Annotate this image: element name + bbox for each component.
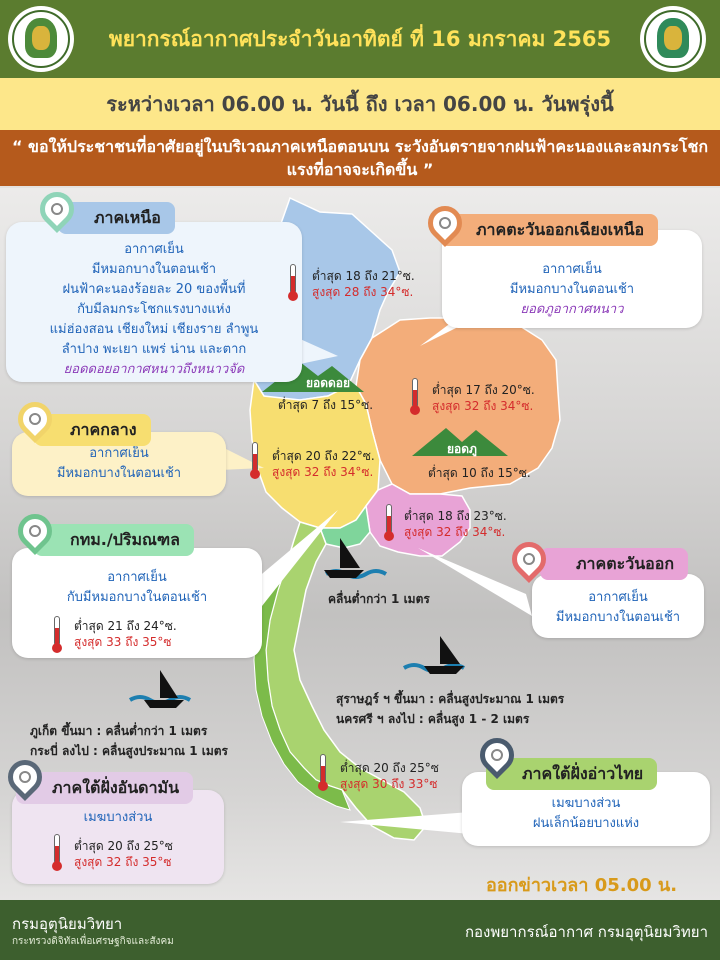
south-andaman-temp-high: สูงสุด 32 ถึง 35°ซ bbox=[74, 855, 172, 869]
central-title: ภาคกลาง bbox=[34, 414, 151, 446]
south-gulf-line-1: เมฆบางส่วน bbox=[551, 796, 621, 811]
footer-division: กองพยากรณ์อากาศ กรมอุตุนิยมวิทยา bbox=[464, 923, 708, 941]
northeast-temps bbox=[432, 382, 535, 414]
south-andaman-temp-low: ต่ำสุด 20 ถึง 25°ซ bbox=[74, 839, 173, 853]
central-line-1: อากาศเย็น bbox=[89, 446, 149, 461]
east-temp-high: สูงสุด 32 ถึง 34°ซ. bbox=[404, 525, 506, 539]
bangkok-temps bbox=[74, 618, 177, 650]
central-temp-high: สูงสุด 32 ถึง 34°ซ. bbox=[272, 465, 374, 479]
bangkok-title: กทม./ปริมณฑล bbox=[34, 524, 194, 556]
page-title: พยากรณ์อากาศประจำวันอาทิตย์ ที่ 16 มกราคม 2565 bbox=[108, 27, 612, 51]
warning-line-2: ระวังอันตรายจากฝนฟ้าคะนองและลมกระโชกแรงที่อาจจะเกิดขึ้น ” bbox=[286, 137, 709, 179]
north-temps bbox=[312, 268, 415, 300]
south-gulf-thermometer-icon bbox=[318, 754, 328, 790]
northeast-line-3: ยอดภูอากาศหนาว bbox=[520, 302, 624, 317]
sea-upper-gulf: คลื่นต่ำกว่า 1 เมตร bbox=[328, 592, 430, 606]
east-temp-low: ต่ำสุด 18 ถึง 23°ซ. bbox=[404, 509, 507, 523]
east-line-1: อากาศเย็น bbox=[588, 590, 648, 605]
footer-ministry: กระทรวงดิจิทัลเพื่อเศรษฐกิจและสังคม bbox=[12, 936, 174, 947]
south-gulf-temps bbox=[340, 760, 439, 792]
sea-gulf-2: นครศรี ฯ ลงไป : คลื่นสูง 1 - 2 เมตร bbox=[336, 712, 530, 726]
sea-andaman-2: กระบี่ ลงไป : คลื่นสูงประมาณ 1 เมตร bbox=[30, 744, 228, 758]
east-temps bbox=[404, 508, 507, 540]
northeast-line-1: อากาศเย็น bbox=[542, 262, 602, 277]
sea-gulf-1: สุราษฎร์ ฯ ขึ้นมา : คลื่นสูงประมาณ 1 เมตร bbox=[336, 692, 565, 706]
south-andaman-line-1: เมฆบางส่วน bbox=[83, 810, 153, 825]
south-gulf-temp-high: สูงสุด 30 ถึง 33°ซ bbox=[340, 777, 438, 791]
bangkok-temp-low: ต่ำสุด 21 ถึง 24°ซ. bbox=[74, 619, 177, 633]
north-title: ภาคเหนือ bbox=[58, 202, 175, 234]
sailboat-icon-2 bbox=[424, 636, 464, 674]
footer-bar bbox=[0, 900, 720, 960]
north-line-1: อากาศเย็น bbox=[124, 242, 184, 257]
north-line-3: ฝนฟ้าคะนองร้อยละ 20 ของพื้นที่ bbox=[62, 282, 246, 297]
north-temp-low: ต่ำสุด 18 ถึง 21°ซ. bbox=[312, 269, 415, 283]
east-thermometer-icon bbox=[384, 504, 394, 540]
northeast-peak-temp: ต่ำสุด 10 ถึง 15°ซ. bbox=[428, 466, 531, 480]
central-temps bbox=[272, 448, 375, 480]
central-temp-low: ต่ำสุด 20 ถึง 22°ซ. bbox=[272, 449, 375, 463]
south-andaman-thermometer-icon bbox=[52, 834, 62, 870]
central-line-2: มีหมอกบางในตอนเช้า bbox=[56, 466, 182, 481]
central-thermometer-icon bbox=[250, 442, 260, 478]
sailboat-icon-3 bbox=[144, 670, 184, 708]
northeast-line-2: มีหมอกบางในตอนเช้า bbox=[509, 282, 635, 297]
north-line-7: ยอดดอยอากาศหนาวถึงหนาวจัด bbox=[63, 362, 245, 377]
northeast-temp-low: ต่ำสุด 17 ถึง 20°ซ. bbox=[432, 383, 535, 397]
north-line-6: ลำปาง พะเยา แพร่ น่าน และตาก bbox=[61, 342, 247, 357]
north-line-5: แม่ฮ่องสอน เชียงใหม่ เชียงราย ลำพูน bbox=[49, 322, 259, 337]
bangkok-thermometer-icon bbox=[52, 616, 62, 652]
north-temp-high: สูงสุด 28 ถึง 34°ซ. bbox=[312, 285, 414, 299]
south-gulf-temp-low: ต่ำสุด 20 ถึง 25°ซ bbox=[340, 761, 439, 775]
northeast-peak-label: ยอดภู bbox=[447, 442, 477, 456]
east-callout bbox=[532, 574, 704, 638]
south-andaman-temps bbox=[74, 838, 173, 870]
bangkok-temp-high: สูงสุด 33 ถึง 35°ซ bbox=[74, 635, 172, 649]
bangkok-line-1: อากาศเย็น bbox=[107, 570, 167, 585]
south-gulf-line-2: ฝนเล็กน้อยบางแห่ง bbox=[532, 816, 640, 831]
north-thermometer-icon bbox=[288, 264, 298, 300]
bangkok-line-2: กับมีหมอกบางในตอนเช้า bbox=[66, 590, 208, 605]
north-peak-temp: ต่ำสุด 7 ถึง 15°ซ. bbox=[278, 398, 374, 412]
east-title: ภาคตะวันออก bbox=[540, 548, 688, 580]
east-line-2: มีหมอกบางในตอนเช้า bbox=[555, 610, 681, 625]
north-peak-label: ยอดดอย bbox=[305, 376, 351, 390]
forecast-period: ระหว่างเวลา 06.00 น. วันนี้ ถึง เวลา 06.00 น. วันพรุ่งนี้ bbox=[0, 78, 720, 130]
warning-line-1: “ ขอให้ประชาชนที่อาศัยอยู่ในบริเวณภาคเหนือตอนบน bbox=[11, 137, 390, 156]
north-callout bbox=[6, 222, 302, 382]
issued-time: ออกข่าวเวลา 05.00 น. bbox=[486, 875, 678, 896]
northeast-thermometer-icon bbox=[410, 378, 420, 414]
south-andaman-title: ภาคใต้ฝั่งอันดามัน bbox=[16, 772, 193, 804]
north-line-2: มีหมอกบางในตอนเช้า bbox=[91, 262, 217, 277]
footer-org: กรมอุตุนิยมวิทยา bbox=[12, 915, 123, 933]
northeast-title: ภาคตะวันออกเฉียงเหนือ bbox=[440, 214, 658, 246]
sea-andaman-1: ภูเก็ต ขึ้นมา : คลื่นต่ำกว่า 1 เมตร bbox=[30, 724, 208, 738]
northeast-temp-high: สูงสุด 32 ถึง 34°ซ. bbox=[432, 399, 534, 413]
south-gulf-title: ภาคใต้ฝั่งอ่าวไทย bbox=[486, 758, 657, 790]
north-line-4: กับมีลมกระโชกแรงบางแห่ง bbox=[77, 302, 231, 317]
